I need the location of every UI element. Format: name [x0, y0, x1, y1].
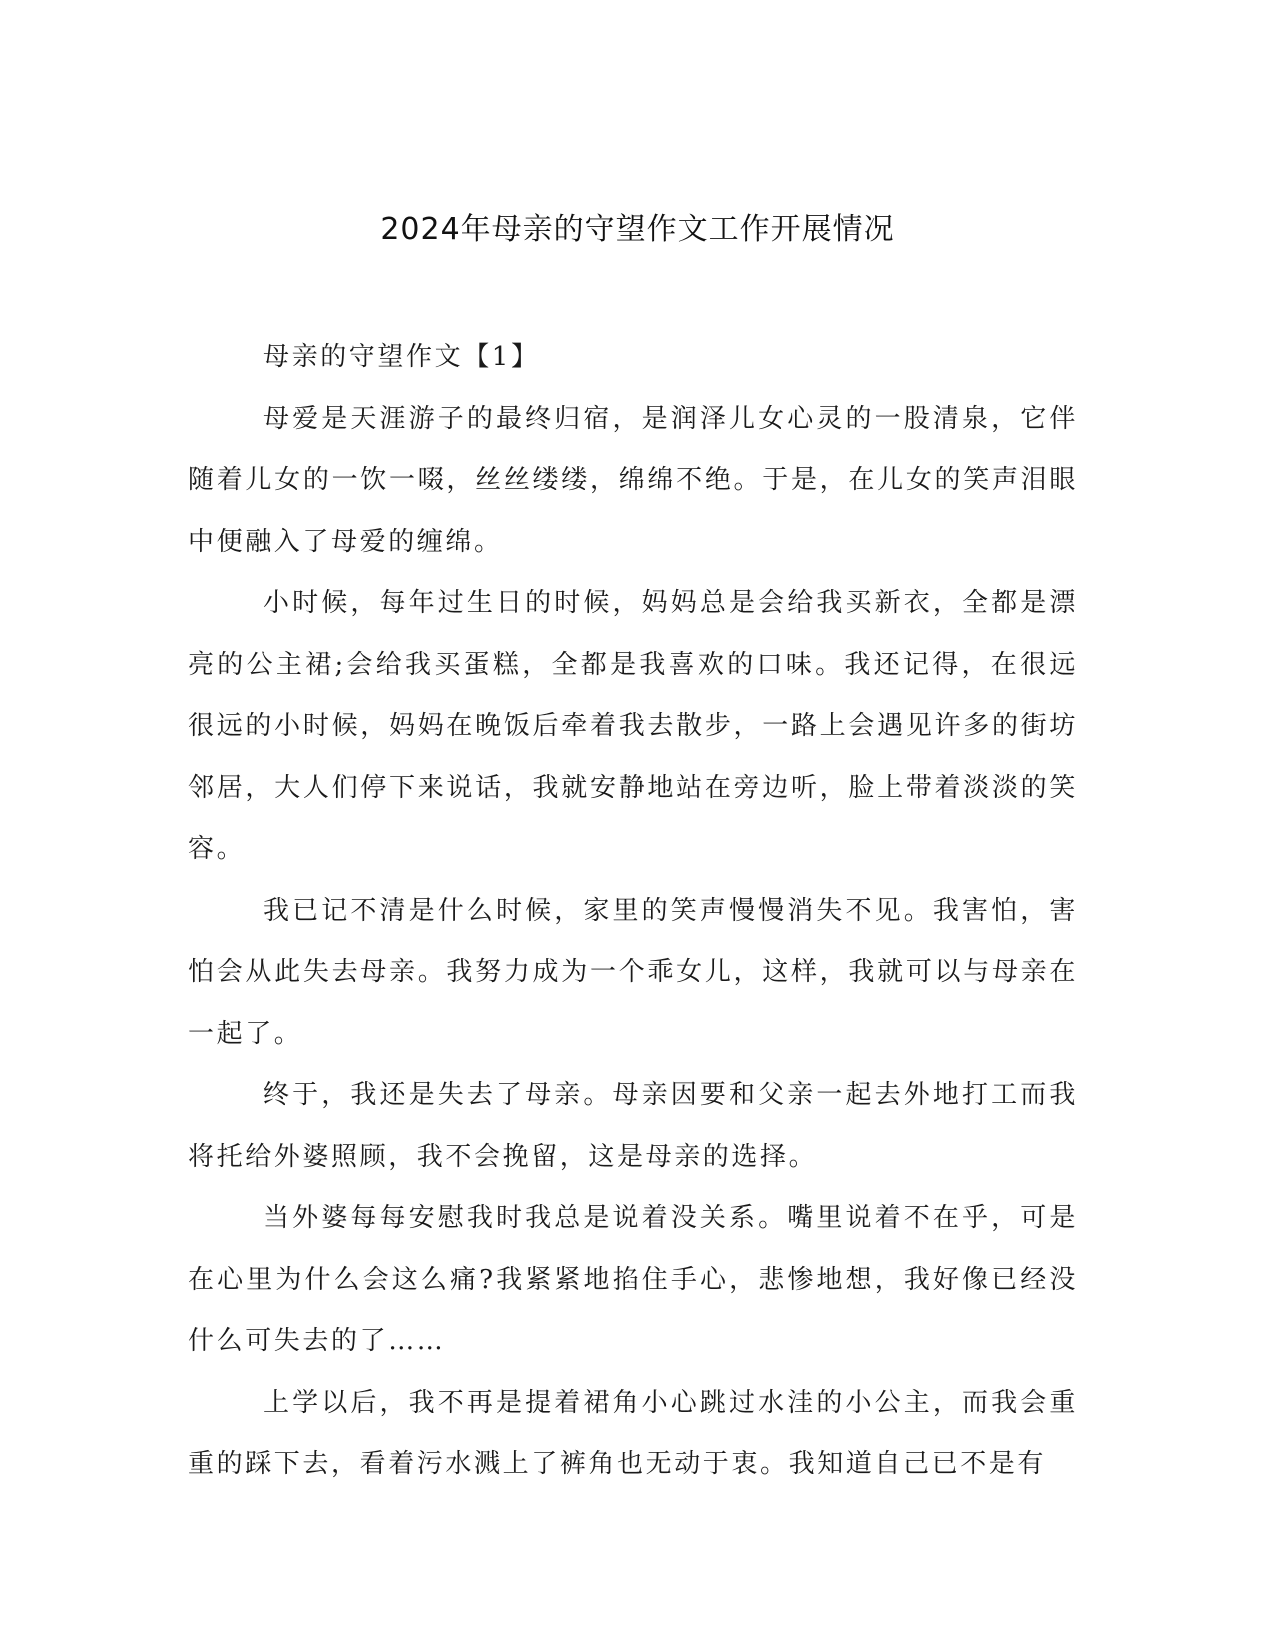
section-heading: 母亲的守望作文【1】: [263, 342, 540, 372]
paragraph-1: 母爱是天涯游子的最终归宿，是润泽儿女心灵的一股清泉，它伴随着儿女的一饮一啜，丝丝缕缕，绵绵不绝。于是，在儿女的笑声泪眼中便融入了母爱的缠绵。: [188, 403, 1078, 557]
paragraph-2: 小时候，每年过生日的时候，妈妈总是会给我买新衣，全都是漂亮的公主裙;会给我买蛋糕，全都是我喜欢的口味。我还记得，在很远很远的小时候，妈妈在晚饭后牵着我去散步，一路上会遇见许多的街坊邻居，大人们停下来说话，我就安静地站在旁边听，脸上带着淡淡的笑容。: [188, 588, 1078, 864]
paragraph-3: 我已记不清是什么时候，家里的笑声慢慢消失不见。我害怕，害怕会从此失去母亲。我努力成为一个乖女儿，这样，我就可以与母亲在一起了。: [188, 895, 1078, 1049]
document-body: [188, 327, 1078, 1496]
document-title: 2024年母亲的守望作文工作开展情况: [380, 212, 895, 247]
paragraph-4: 终于，我还是失去了母亲。母亲因要和父亲一起去外地打工而我将托给外婆照顾，我不会挽留，这是母亲的选择。: [188, 1080, 1078, 1172]
paragraph-6: 上学以后，我不再是提着裙角小心跳过水洼的小公主，而我会重重的踩下去，看着污水溅上了裤角也无动于衷。我知道自己已不是有: [188, 1387, 1078, 1479]
paragraph-5: 当外婆每每安慰我时我总是说着没关系。嘴里说着不在乎，可是在心里为什么会这么痛?我紧紧地掐住手心，悲惨地想，我好像已经没什么可失去的了……: [188, 1203, 1078, 1356]
